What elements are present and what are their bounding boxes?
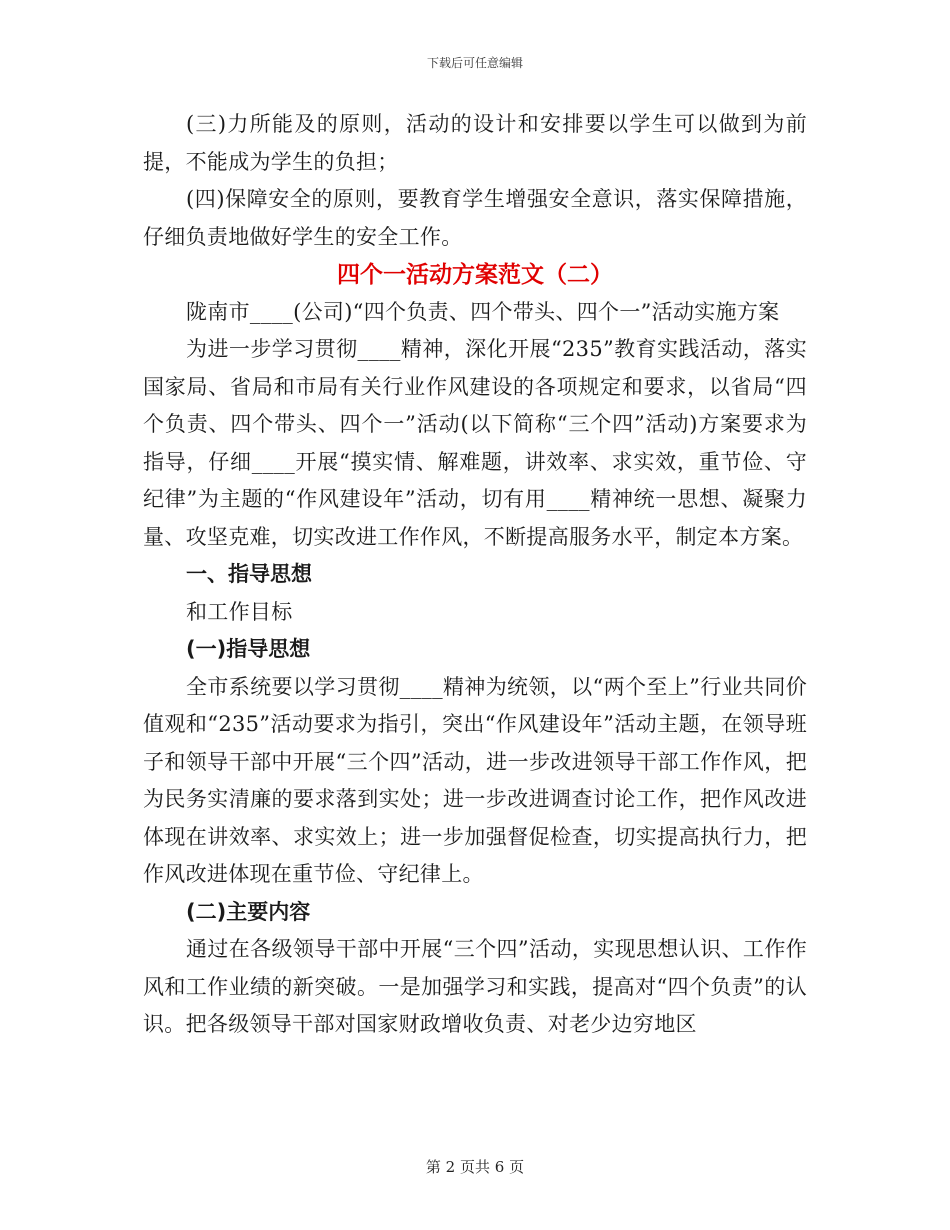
heading-main-content: (二)主要内容 — [186, 899, 311, 924]
paragraph-ideology-body: 全市系统要以学习贯彻____精神为统领，以“两个至上”行业共同价值观和“235”活动要求为指引，突出“作风建设年”活动主题，在领导班子和领导干部中开展“三个四”活动，进一步改进领导干部工作作风，把为民务实清廉的要求落到实处；进一步改进调查讨论工作，把作风改进体现在讲效率、求实效上；进一步加强督促检查，切实提高执行力，把作风改进体现在重节俭、守纪律上。 — [143, 674, 807, 886]
section-title: 四个一活动方案范文（二） — [337, 261, 613, 288]
heading-sub-guiding-ideology: (一)指导思想 — [186, 637, 311, 661]
page-number: 第 2 页共 6 页 — [425, 1158, 525, 1176]
paragraph-main-content-body: 通过在各级领导干部中开展“三个四”活动，实现思想认识、工作作风和工作业绩的新突破。一是加强学习和实践，提高对“四个负责”的认识。把各级领导干部对国家财政增收负责、对老少边穷地区 — [143, 937, 807, 1036]
paragraph-intro: 为进一步学习贯彻____精神，深化开展“235”教育实践活动，落实国家局、省局和市局有关行业作风建设的各项规定和要求，以省局“四个负责、四个带头、四个一”活动(以下简称“三个四”活动)方案要求为指导，仔细____开展“摸实情、解难题，讲效率、求实效，重节俭、守纪律”为主题的“作风建设年”活动，切有用____精神统一思想、凝聚力量、攻坚克难，切实改进工作作风，不断提高服务水平，制定本方案。 — [143, 337, 807, 549]
paragraph-plan-name: 陇南市____(公司)“四个负责、四个带头、四个一”活动实施方案 — [186, 299, 780, 324]
paragraph-principle-4: (四)保障安全的原则，要教育学生增强安全意识，落实保障措施，仔细负责地做好学生的安全工作。 — [143, 187, 807, 249]
paragraph-work-goals: 和工作目标 — [186, 599, 293, 624]
header-note: 下载后可任意编辑 — [426, 56, 523, 70]
document-body — [143, 106, 807, 1044]
paragraph-principle-3: (三)力所能及的原则，活动的设计和安排要以学生可以做到为前提，不能成为学生的负担； — [143, 112, 807, 174]
heading-guiding-ideology: 一、指导思想 — [186, 562, 312, 586]
